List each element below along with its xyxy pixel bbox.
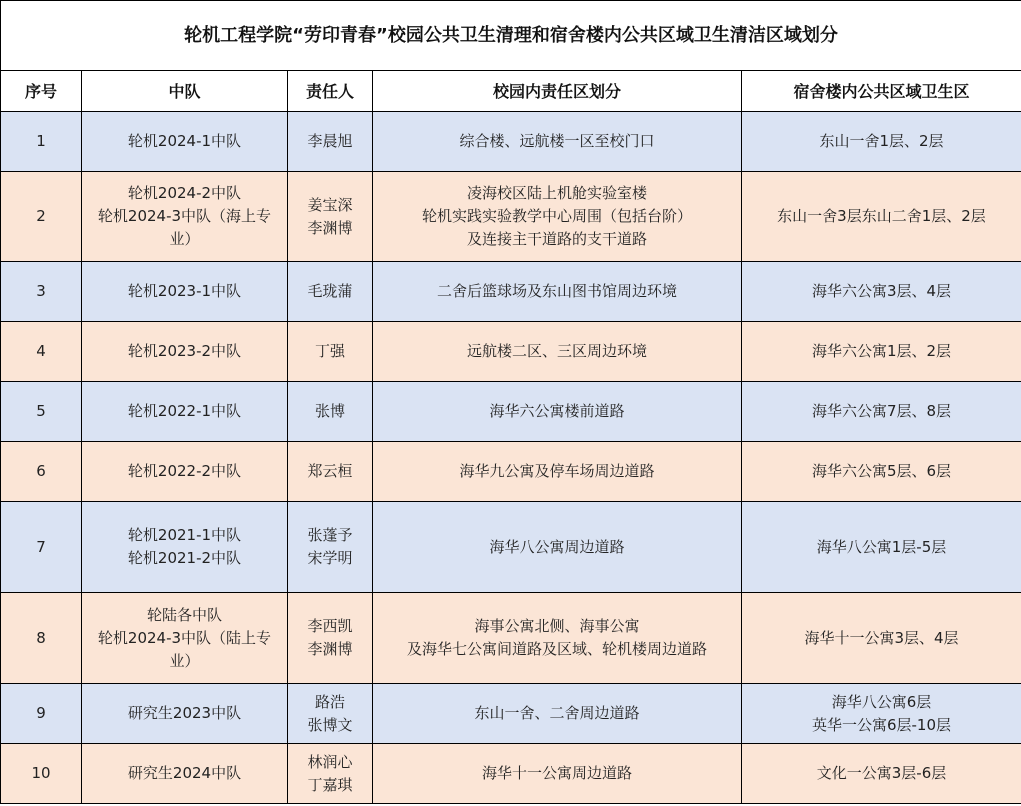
- table-row: [1, 744, 1021, 804]
- cell-line: 轮机实践实验教学中心周围（包括台阶）: [421, 207, 692, 225]
- row-number-cell: 3: [1, 262, 82, 322]
- header-row: [1, 71, 1021, 112]
- cell-line: 东山一舍1层、2层: [819, 132, 944, 150]
- cell-line: 二舍后篮球场及东山图书馆周边环境: [436, 282, 677, 300]
- squad-cell: [82, 744, 288, 804]
- dorm-area-cell: [742, 262, 1021, 322]
- cell-line: 李西凯: [307, 617, 353, 635]
- cell-line: 张博: [314, 402, 345, 420]
- dorm-area-cell: [742, 442, 1021, 502]
- squad-cell: [82, 382, 288, 442]
- table-row: [1, 593, 1021, 684]
- header-campus-area: 校园内责任区划分: [373, 71, 742, 112]
- row-number-cell: 4: [1, 322, 82, 382]
- header-person: 责任人: [288, 71, 373, 112]
- campus-area-cell: [373, 502, 742, 593]
- squad-cell: [82, 262, 288, 322]
- campus-area-cell: [373, 172, 742, 262]
- campus-area-cell: [373, 382, 742, 442]
- cell-line: 海华九公寓及停车场周边道路: [459, 462, 655, 480]
- table-row: [1, 262, 1021, 322]
- cell-line: 张蓬予: [307, 526, 353, 544]
- cell-line: 海华六公寓楼前道路: [489, 402, 625, 420]
- cell-line: 业）: [169, 230, 200, 248]
- table-row: [1, 502, 1021, 593]
- dorm-area-cell: [742, 593, 1021, 684]
- dorm-area-cell: [742, 172, 1021, 262]
- table-row: [1, 322, 1021, 382]
- squad-cell: [82, 112, 288, 172]
- campus-area-cell: [373, 442, 742, 502]
- squad-cell: [82, 684, 288, 744]
- cell-line: 轮机2024-2中队: [127, 184, 242, 202]
- cell-line: 及海华七公寓间道路及区域、轮机楼周边道路: [406, 640, 707, 658]
- cell-line: 宋学明: [307, 549, 353, 567]
- campus-area-cell: [373, 744, 742, 804]
- cell-line: 远航楼二区、三区周边环境: [466, 342, 647, 360]
- cell-line: 轮机2024-1中队: [127, 132, 242, 150]
- cell-line: 轮机2023-1中队: [127, 282, 242, 300]
- header-squad: 中队: [82, 71, 288, 112]
- person-cell: [288, 593, 373, 684]
- squad-cell: [82, 502, 288, 593]
- cell-line: 李渊博: [307, 218, 353, 237]
- table-row: [1, 442, 1021, 502]
- campus-area-cell: [373, 112, 742, 172]
- campus-area-cell: [373, 322, 742, 382]
- row-number-cell: 6: [1, 442, 82, 502]
- cell-line: 东山一舍、二舍周边道路: [474, 704, 640, 722]
- dorm-area-cell: [742, 502, 1021, 593]
- cell-line: 东山一舍3层东山二舍1层、2层: [777, 207, 986, 225]
- person-cell: [288, 322, 373, 382]
- dorm-area-cell: [742, 382, 1021, 442]
- cell-line: 轮机2023-2中队: [127, 342, 242, 360]
- cell-line: 海华六公寓7层、8层: [811, 402, 952, 420]
- person-cell: [288, 442, 373, 502]
- cell-line: 凌海校区陆上机舱实验室楼: [466, 184, 647, 202]
- table-row: [1, 382, 1021, 442]
- cell-line: 海事公寓北侧、海事公寓: [474, 617, 640, 635]
- table-row: [1, 112, 1021, 172]
- cell-line: 文化一公寓3层-6层: [816, 764, 947, 782]
- cell-line: 郑云桓: [307, 462, 353, 480]
- cell-line: 海华八公寓1层-5层: [816, 537, 947, 556]
- cell-line: 轮机2021-1中队: [127, 526, 242, 544]
- cell-line: 丁强: [314, 342, 345, 360]
- table-title: 轮机工程学院“劳印青春”校园公共卫生清理和宿舍楼内公共区域卫生清洁区域划分: [1, 1, 1021, 71]
- cell-line: 海华六公寓3层、4层: [811, 282, 952, 300]
- cell-line: 轮机2024-3中队（陆上专: [97, 628, 272, 647]
- header-no: 序号: [1, 71, 82, 112]
- row-number-cell: 2: [1, 172, 82, 262]
- cell-line: 业）: [169, 651, 200, 670]
- cell-line: 海华八公寓6层: [831, 692, 932, 711]
- cell-line: 研究生2023中队: [127, 704, 242, 722]
- cell-line: 海华六公寓1层、2层: [811, 342, 952, 360]
- table-body: [1, 112, 1021, 804]
- cell-line: 海华十一公寓3层、4层: [804, 628, 959, 647]
- squad-cell: [82, 593, 288, 684]
- person-cell: [288, 112, 373, 172]
- person-cell: [288, 502, 373, 593]
- cell-line: 研究生2024中队: [127, 764, 242, 782]
- row-number-cell: 10: [1, 744, 82, 804]
- cell-line: 路浩: [314, 692, 345, 711]
- cell-line: 轮机2022-1中队: [127, 402, 242, 420]
- row-number-cell: 9: [1, 684, 82, 744]
- row-number-cell: 8: [1, 593, 82, 684]
- cell-line: 及连接主干道路的支干道路: [466, 230, 647, 248]
- header-dorm-area: 宿舍楼内公共区域卫生区: [742, 71, 1021, 112]
- cell-line: 海华十一公寓周边道路: [481, 764, 632, 782]
- squad-cell: [82, 442, 288, 502]
- cell-line: 张博文: [307, 715, 353, 734]
- cell-line: 海华六公寓5层、6层: [811, 462, 952, 480]
- person-cell: [288, 744, 373, 804]
- dorm-area-cell: [742, 744, 1021, 804]
- table-row: [1, 684, 1021, 744]
- person-cell: [288, 684, 373, 744]
- squad-cell: [82, 322, 288, 382]
- person-cell: [288, 172, 373, 262]
- cell-line: 综合楼、远航楼一区至校门口: [459, 132, 655, 150]
- dorm-area-cell: [742, 112, 1021, 172]
- cell-line: 轮机2024-3中队（海上专: [97, 207, 272, 225]
- cell-line: 毛珑蒲: [307, 282, 353, 300]
- row-number-cell: 7: [1, 502, 82, 593]
- row-number-cell: 1: [1, 112, 82, 172]
- cell-line: 轮机2021-2中队: [127, 549, 242, 567]
- cell-line: 英华一公寓6层-10层: [811, 715, 952, 734]
- cell-line: 轮机2022-2中队: [127, 462, 242, 480]
- cell-line: 李晨旭: [307, 132, 353, 150]
- campus-area-cell: [373, 593, 742, 684]
- cell-line: 丁嘉琪: [307, 775, 353, 794]
- row-number-cell: 5: [1, 382, 82, 442]
- campus-area-cell: [373, 684, 742, 744]
- dorm-area-cell: [742, 322, 1021, 382]
- table-row: [1, 172, 1021, 262]
- campus-area-cell: [373, 262, 742, 322]
- dorm-area-cell: [742, 684, 1021, 744]
- person-cell: [288, 262, 373, 322]
- cell-line: 轮陆各中队: [146, 605, 222, 624]
- cell-line: 海华八公寓周边道路: [489, 537, 625, 556]
- squad-cell: [82, 172, 288, 262]
- cell-line: 林润心: [307, 752, 353, 771]
- cell-line: 李渊博: [307, 640, 353, 658]
- person-cell: [288, 382, 373, 442]
- cell-line: 姜宝深: [307, 195, 353, 214]
